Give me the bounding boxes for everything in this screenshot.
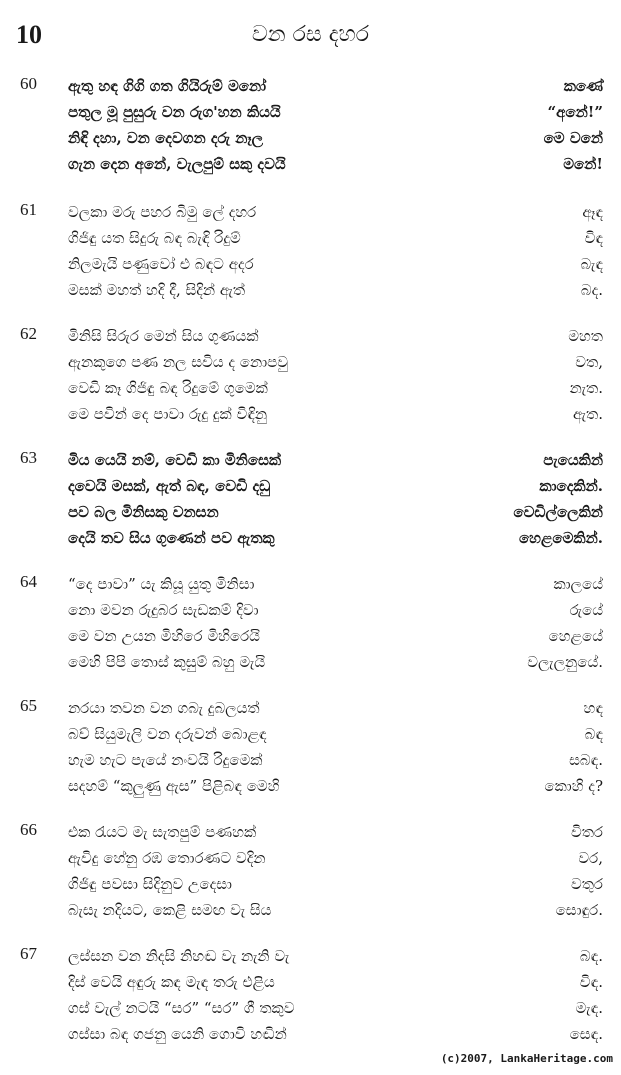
verse-text: ඇවිදු හේනු රඹ තොරණට වදින: [68, 849, 266, 867]
verse-line: [68, 598, 603, 623]
verse-text: මසක් මහත් හදි දී, සිදින් ඇත්: [68, 281, 246, 299]
stanza: [0, 444, 621, 568]
stanza: [0, 320, 621, 444]
verse-text: හැම හැට පැයේ නංවයි රිදුමෙක්: [68, 751, 263, 769]
verse-line: [68, 820, 603, 845]
stanza: [0, 816, 621, 940]
verse-line: [68, 872, 603, 897]
verse-text: නිලමැයි පණුවෝ එ බඳට අදර: [68, 255, 254, 273]
verse-ending: නැත.: [569, 379, 603, 397]
stanza: [0, 940, 621, 1064]
verse-line: [68, 74, 603, 99]
verse-line: [68, 500, 603, 525]
stanza-number: 62: [20, 324, 37, 343]
verse-line: [68, 126, 603, 151]
stanza-number: 60: [20, 74, 37, 93]
verse-ending: බඳ.: [579, 947, 603, 965]
verse-ending: බැඳ: [580, 255, 603, 273]
verse-line: [68, 526, 603, 551]
verse-ending: සොඳුර.: [555, 901, 603, 919]
verse-ending: “අනේ!”: [547, 103, 603, 121]
verse-line: [68, 898, 603, 923]
verse-text: මෙ පවින් දෙ පාවා රුදු දුක් විඳිනු: [68, 405, 268, 423]
verse-line: [68, 774, 603, 799]
verse-line: [68, 846, 603, 871]
poem-body: [0, 70, 621, 1064]
verse-line: [68, 350, 603, 375]
verse-line: [68, 696, 603, 721]
verse-line: [68, 748, 603, 773]
verse-text: සදහම් “කුලුණු ඇස” පිළිබඳ මෙහි: [68, 777, 280, 795]
stanza: [0, 568, 621, 692]
verse-line: [68, 1022, 603, 1047]
verse-line: [68, 944, 603, 969]
verse-text: වෙඩි කෑ ගිජිඳු බඳ රිදුමේ ගුමෙක්: [68, 379, 268, 397]
verse-ending: බද.: [580, 281, 603, 299]
verse-text: දවෙයි මසක්, ඇත් බඳ, වෙඩි දඩු: [68, 477, 271, 495]
verse-line: [68, 324, 603, 349]
verse-text: මිනිසි සිරුර මෙන් සිය ගුණයක්: [68, 327, 259, 345]
verse-text: පතුල මූ පුසුරු වන රුග'හන කියයි: [68, 103, 281, 121]
verse-line: [68, 100, 603, 125]
verse-ending: වලැලනුයේ.: [527, 653, 603, 671]
verse-line: [68, 402, 603, 427]
verse-text: බැසැ නදියට, කෙළි සමඟ වැ සිය: [68, 901, 272, 919]
stanza-number: 61: [20, 200, 37, 219]
verse-text: මෙ වන උයන මිහිරෙ මිහිරෙයි: [68, 627, 260, 645]
page-title: වන රස දහර: [251, 22, 370, 47]
verse-ending: ඇත.: [573, 405, 603, 423]
verse-text: ඇතු හඳ ගිගි ගත ගියිරුම් මනෝ: [68, 77, 267, 95]
page-number: 10: [16, 20, 42, 49]
verse-ending: විඳ.: [579, 973, 603, 991]
verse-ending: විඳ: [584, 229, 603, 247]
verse-text: ලස්සන වන නිදසි නිහඬ වැ නැනි වැ: [68, 947, 290, 965]
verse-text: නරයා තවන වන ගබැ දුබලයත්: [68, 699, 260, 717]
verse-text: එක රැයට මැ සැතපුම් පණහක්: [68, 823, 257, 841]
verse-line: [68, 252, 603, 277]
verse-ending: වතුර: [570, 875, 603, 893]
verse-line: [68, 624, 603, 649]
verse-ending: විතර: [570, 823, 603, 841]
verse-text: වලකා මරු පහර බිමු ලේ දහර: [68, 203, 257, 221]
stanza: [0, 692, 621, 816]
verse-line: [68, 376, 603, 401]
verse-line: [68, 650, 603, 675]
verse-ending: ඈඳ: [582, 203, 603, 221]
verse-ending: හෙළයේ: [548, 627, 603, 645]
stanza: [0, 196, 621, 320]
verse-ending: වර,: [578, 849, 603, 867]
verse-line: [68, 448, 603, 473]
stanza-number: 65: [20, 696, 37, 715]
verse-text: පව බල මිනිසකු වනසන: [68, 503, 219, 521]
stanza-number: 64: [20, 572, 37, 591]
stanza: [0, 70, 621, 194]
verse-ending: මනේ!: [563, 155, 603, 173]
verse-line: [68, 996, 603, 1021]
verse-line: [68, 474, 603, 499]
verse-line: [68, 722, 603, 747]
verse-ending: පැයෙකින්: [543, 451, 603, 469]
verse-text: මිය යෙයි නම්, වෙඩි කා මිනිසෙක්: [68, 451, 282, 469]
verse-line: [68, 200, 603, 225]
verse-ending: මැඳ.: [575, 999, 603, 1017]
verse-ending: වත,: [575, 353, 603, 371]
verse-ending: කණේ: [563, 77, 603, 95]
verse-ending: සෙඳ.: [569, 1025, 603, 1043]
verse-ending: හඳ: [583, 699, 603, 717]
verse-ending: සබඳ.: [569, 751, 603, 769]
verse-ending: කොහි ද?: [544, 777, 603, 795]
verse-text: මෙහි පිපි තොස් කුසුම් බහු මැයි: [68, 653, 266, 671]
verse-text: “දෙ පාවා” යැ කියූ යුතු මිනිසා: [68, 575, 255, 593]
verse-ending: වෙඩිල්ලෙකින්: [513, 503, 603, 521]
stanza-number: 67: [20, 944, 37, 963]
verse-line: [68, 572, 603, 597]
verse-ending: මහත: [568, 327, 603, 345]
verse-text: බව් සියුමැලි වන දරුවන් බොළඳ: [68, 725, 267, 743]
verse-ending: හෙළමෙකින්.: [518, 529, 603, 547]
verse-ending: මෙ වනේ: [543, 129, 603, 147]
verse-text: ගිජිඳු යත සිදුරු බඳ බැඳි රිදුම්: [68, 229, 241, 247]
verse-ending: කාලයේ: [553, 575, 603, 593]
verse-text: ගස්සා බඳ ගජනු යෙනි ගොවි හඬින්: [68, 1025, 287, 1043]
verse-line: [68, 970, 603, 995]
verse-text: ගැන දෙන අනේ, වැලපුම් සකු දවයි: [68, 155, 286, 173]
verse-line: [68, 278, 603, 303]
copyright-footer: (c)2007, LankaHeritage.com: [440, 1052, 613, 1065]
stanza-number: 66: [20, 820, 37, 839]
verse-ending: රුයේ: [569, 601, 603, 619]
verse-text: දිස් වෙයි අඳුරු කඳ මැඳ තරු එළිය: [68, 973, 275, 991]
verse-text: ඇනකුගෙ පණ නල සවිය ද නොපවු: [68, 353, 289, 371]
verse-line: [68, 152, 603, 177]
verse-ending: කාදෙකින්.: [539, 477, 603, 495]
verse-line: [68, 226, 603, 251]
verse-text: දෙයි තව සිය ගුණෙන් පව ඇතකු: [68, 529, 275, 547]
verse-text: නිඳි දහා, වන දෙවගන දරු නෑල: [68, 129, 264, 147]
verse-text: නො මවන රුදුබර සැඩකම් දිවා: [68, 601, 259, 619]
verse-text: ගිජිඳු පවසා සිදිනුව උදෙසා: [68, 875, 232, 893]
verse-ending: බඳ: [584, 725, 603, 743]
verse-text: ගස් වැල් නටයි “සර” “සර” ගී තකුව: [68, 999, 295, 1017]
stanza-number: 63: [20, 448, 37, 467]
